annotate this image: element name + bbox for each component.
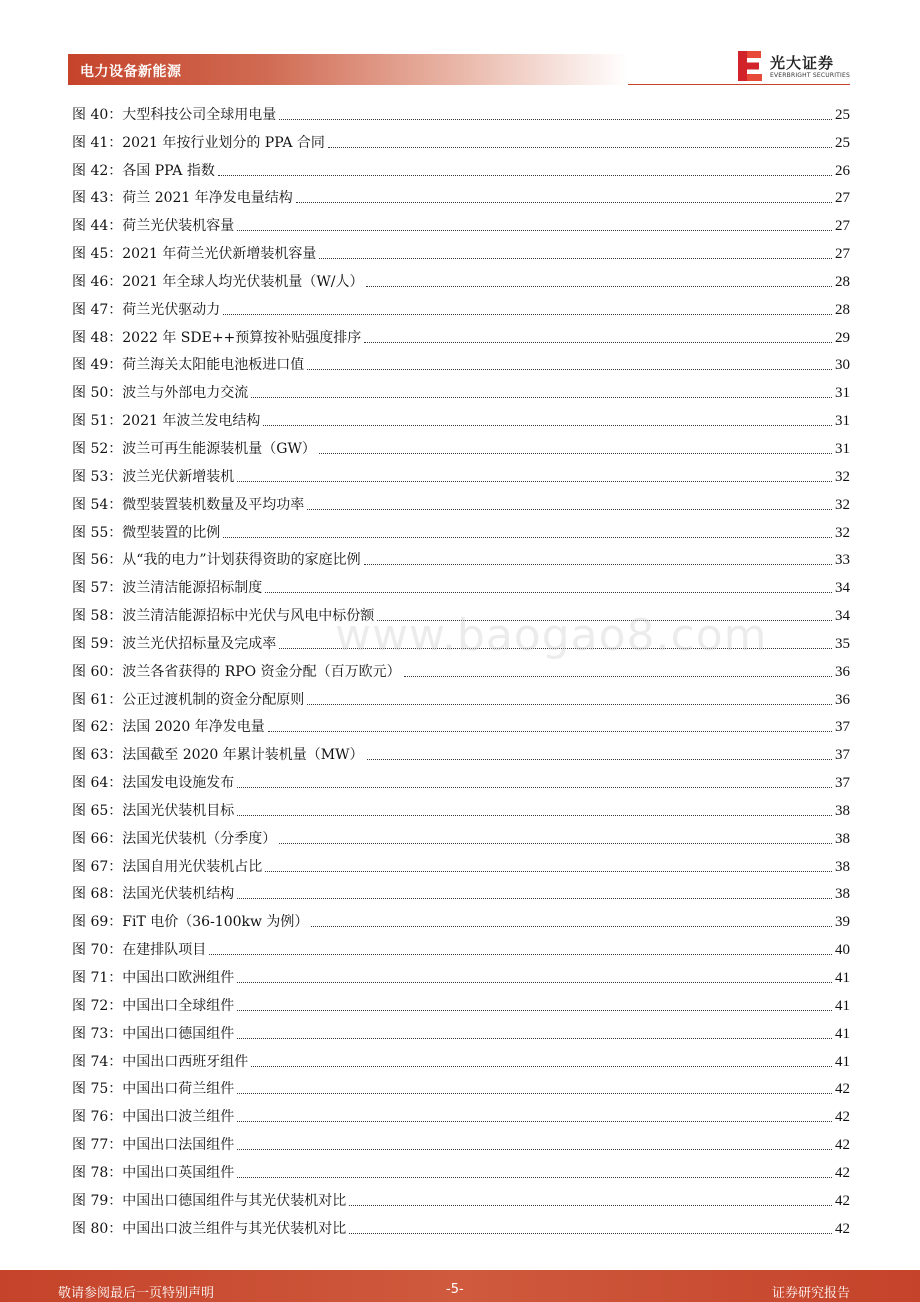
- figure-number: 图 47：: [72, 301, 123, 318]
- figure-number: 图 61：: [72, 691, 123, 708]
- figure-title: 波兰各省获得的 RPO 资金分配（百万欧元）: [122, 663, 401, 680]
- dot-leader: [307, 369, 832, 370]
- figure-page: 38: [835, 830, 850, 847]
- figure-page: 38: [835, 802, 850, 819]
- figure-page: 37: [835, 747, 850, 764]
- toc-entry[interactable]: [72, 96, 850, 124]
- logo-chinese-name: 光大证券: [770, 54, 835, 72]
- figure-number: 图 73：: [72, 1025, 123, 1042]
- figure-title: 2021 年荷兰光伏新增装机容量: [122, 246, 317, 263]
- figure-list: [72, 96, 850, 1238]
- dot-leader: [268, 731, 832, 732]
- toc-entry[interactable]: [72, 124, 850, 152]
- dot-leader: [364, 564, 832, 565]
- figure-page: 27: [835, 190, 850, 207]
- figure-page: 26: [835, 162, 850, 179]
- figure-title: 法国发电设施发布: [122, 775, 235, 792]
- figure-number: 图 76：: [72, 1109, 123, 1126]
- figure-number: 图 57：: [72, 580, 123, 597]
- figure-number: 图 64：: [72, 775, 123, 792]
- toc-entry[interactable]: [72, 876, 850, 904]
- toc-entry[interactable]: [72, 848, 850, 876]
- figure-title: 波兰可再生能源装机量（GW）: [122, 440, 316, 457]
- figure-page: 41: [835, 970, 850, 986]
- dot-leader: [237, 982, 832, 983]
- figure-number: 图 52：: [72, 440, 123, 457]
- toc-entry[interactable]: [72, 152, 850, 180]
- footer-bar: [0, 1270, 920, 1302]
- dot-leader: [279, 119, 832, 120]
- disclaimer-note: 敬请参阅最后一页特别声明: [58, 1286, 215, 1301]
- figure-page: 31: [835, 385, 850, 402]
- toc-entry[interactable]: [72, 430, 850, 458]
- figure-title: 荷兰海关太阳能电池板进口值: [122, 357, 305, 374]
- toc-entry[interactable]: [72, 514, 850, 542]
- dot-leader: [237, 1038, 832, 1039]
- figure-page: 28: [835, 301, 850, 318]
- dot-leader: [237, 1177, 832, 1178]
- figure-number: 图 71：: [72, 970, 123, 986]
- figure-title: 中国出口西班牙组件: [122, 1053, 249, 1070]
- figure-number: 图 75：: [72, 1081, 123, 1098]
- toc-entry[interactable]: [72, 263, 850, 291]
- figure-title: 荷兰光伏装机容量: [122, 218, 235, 235]
- dot-leader: [237, 815, 832, 816]
- dot-leader: [218, 175, 832, 176]
- figure-page: 41: [835, 997, 850, 1014]
- figure-page: 39: [835, 914, 850, 931]
- dot-leader: [251, 397, 832, 398]
- figure-title: 法国 2020 年净发电量: [122, 719, 265, 736]
- everbright-logo-icon: [736, 50, 764, 82]
- figure-number: 图 70：: [72, 942, 123, 959]
- figure-number: 图 67：: [72, 858, 123, 875]
- figure-page: 31: [835, 413, 850, 430]
- dot-leader: [237, 787, 832, 788]
- figure-number: 图 54：: [72, 496, 123, 513]
- toc-entry[interactable]: [72, 1210, 850, 1238]
- figure-page: 42: [835, 1081, 850, 1098]
- toc-entry[interactable]: [72, 1043, 850, 1071]
- toc-entry[interactable]: [72, 207, 850, 235]
- figure-page: 29: [835, 329, 850, 346]
- figure-number: 图 41：: [72, 134, 123, 151]
- figure-number: 图 65：: [72, 802, 123, 819]
- figure-number: 图 77：: [72, 1137, 123, 1154]
- figure-number: 图 56：: [72, 552, 123, 569]
- figure-title: 中国出口德国组件与其光伏装机对比: [122, 1192, 347, 1209]
- figure-number: 图 78：: [72, 1164, 123, 1181]
- logo-english-name: EVERBRIGHT SECURITIES: [770, 72, 850, 79]
- dot-leader: [237, 1121, 832, 1122]
- figure-number: 图 48：: [72, 329, 123, 346]
- figure-page: 38: [835, 886, 850, 903]
- figure-title: 法国光伏装机结构: [122, 886, 235, 903]
- figure-title: 中国出口全球组件: [122, 997, 235, 1014]
- figure-page: 42: [835, 1137, 850, 1154]
- figure-number: 图 68：: [72, 886, 123, 903]
- figure-title: 波兰清洁能源招标制度: [122, 580, 263, 597]
- figure-number: 图 79：: [72, 1192, 123, 1209]
- toc-entry[interactable]: [72, 180, 850, 208]
- figure-title: 荷兰光伏驱动力: [122, 301, 221, 318]
- dot-leader: [296, 202, 832, 203]
- figure-title: 从“我的电力”计划获得资助的家庭比例: [122, 552, 361, 569]
- figure-number: 图 69：: [72, 914, 123, 931]
- figure-page: 36: [835, 663, 850, 680]
- dot-leader: [251, 1066, 832, 1067]
- figure-title: 公正过渡机制的资金分配原则: [122, 691, 305, 708]
- figure-page: 42: [835, 1192, 850, 1209]
- figure-page: 34: [835, 580, 850, 597]
- toc-entry[interactable]: [72, 709, 850, 737]
- dot-leader: [265, 871, 832, 872]
- figure-page: 32: [835, 524, 850, 541]
- dot-leader: [237, 898, 832, 899]
- toc-entry[interactable]: [72, 402, 850, 430]
- figure-page: 27: [835, 246, 850, 263]
- page-number: -5-: [446, 1282, 464, 1297]
- dot-leader: [237, 1010, 832, 1011]
- toc-entry[interactable]: [72, 1126, 850, 1154]
- dot-leader: [237, 1149, 832, 1150]
- dot-leader: [223, 314, 832, 315]
- figure-number: 图 72：: [72, 997, 123, 1014]
- figure-title: 中国出口德国组件: [122, 1025, 235, 1042]
- figure-title: FiT 电价（36-100kw 为例）: [122, 914, 309, 931]
- figure-page: 34: [835, 608, 850, 625]
- figure-number: 图 55：: [72, 524, 123, 541]
- figure-number: 图 50：: [72, 385, 123, 402]
- figure-number: 图 43：: [72, 190, 123, 207]
- dot-leader: [307, 704, 832, 705]
- figure-number: 图 66：: [72, 830, 123, 847]
- toc-entry[interactable]: [72, 903, 850, 931]
- figure-number: 图 51：: [72, 413, 123, 430]
- figure-title: 2021 年按行业划分的 PPA 合同: [122, 134, 325, 151]
- report-type: 证券研究报告: [772, 1286, 851, 1301]
- toc-entry[interactable]: [72, 319, 850, 347]
- figure-page: 27: [835, 218, 850, 235]
- figure-number: 图 62：: [72, 719, 123, 736]
- dot-leader: [263, 425, 832, 426]
- toc-entry[interactable]: [72, 931, 850, 959]
- figure-title: 大型科技公司全球用电量: [122, 106, 277, 123]
- figure-number: 图 58：: [72, 608, 123, 625]
- figure-page: 42: [835, 1109, 850, 1126]
- figure-page: 32: [835, 496, 850, 513]
- figure-number: 图 53：: [72, 468, 123, 485]
- toc-entry[interactable]: [72, 347, 850, 375]
- figure-number: 图 44：: [72, 218, 123, 235]
- toc-entry[interactable]: [72, 542, 850, 570]
- dot-leader: [279, 843, 832, 844]
- figure-page: 35: [835, 635, 850, 652]
- figure-page: 28: [835, 273, 850, 290]
- figure-title: 波兰与外部电力交流: [122, 385, 249, 402]
- figure-title: 法国光伏装机（分季度）: [122, 830, 277, 847]
- dot-leader: [237, 230, 832, 231]
- figure-page: 31: [835, 440, 850, 457]
- figure-title: 法国光伏装机目标: [122, 802, 235, 819]
- header-divider: [628, 84, 850, 85]
- figure-page: 25: [835, 106, 850, 123]
- toc-entry[interactable]: [72, 458, 850, 486]
- figure-title: 各国 PPA 指数: [122, 162, 215, 179]
- figure-page: 33: [835, 552, 850, 569]
- dot-leader: [367, 759, 832, 760]
- figure-title: 法国自用光伏装机占比: [122, 858, 263, 875]
- toc-entry[interactable]: [72, 1015, 850, 1043]
- figure-page: 41: [835, 1053, 850, 1070]
- figure-number: 图 80：: [72, 1220, 123, 1237]
- figure-number: 图 59：: [72, 635, 123, 652]
- toc-entry[interactable]: [72, 764, 850, 792]
- toc-entry[interactable]: [72, 959, 850, 987]
- figure-title: 中国出口波兰组件与其光伏装机对比: [122, 1220, 347, 1237]
- figure-page: 37: [835, 719, 850, 736]
- figure-number: 图 42：: [72, 162, 123, 179]
- figure-title: 2021 年波兰发电结构: [122, 413, 261, 430]
- toc-entry[interactable]: [72, 1154, 850, 1182]
- figure-title: 波兰光伏新增装机: [122, 468, 235, 485]
- dot-leader: [319, 453, 832, 454]
- figure-title: 微型装置装机数量及平均功率: [122, 496, 305, 513]
- figure-page: 36: [835, 691, 850, 708]
- toc-entry[interactable]: [72, 1182, 850, 1210]
- dot-leader: [366, 286, 832, 287]
- company-logo: [736, 50, 856, 84]
- figure-number: 图 60：: [72, 663, 123, 680]
- toc-entry[interactable]: [72, 1098, 850, 1126]
- toc-entry[interactable]: [72, 681, 850, 709]
- toc-entry[interactable]: [72, 291, 850, 319]
- dot-leader: [319, 258, 832, 259]
- figure-title: 波兰光伏招标量及完成率: [122, 635, 277, 652]
- figure-number: 图 46：: [72, 273, 123, 290]
- toc-entry[interactable]: [72, 569, 850, 597]
- figure-title: 微型装置的比例: [122, 524, 221, 541]
- figure-title: 中国出口波兰组件: [122, 1109, 235, 1126]
- figure-page: 37: [835, 775, 850, 792]
- dot-leader: [349, 1205, 832, 1206]
- figure-title: 中国出口欧洲组件: [122, 970, 235, 986]
- figure-page: 25: [835, 134, 850, 151]
- toc-entry[interactable]: [72, 1071, 850, 1099]
- dot-leader: [223, 537, 832, 538]
- figure-title: 波兰清洁能源招标中光伏与风电中标份额: [122, 608, 375, 625]
- section-title: 电力设备新能源: [80, 64, 182, 80]
- dot-leader: [237, 481, 832, 482]
- toc-entry[interactable]: [72, 820, 850, 848]
- figure-title: 中国出口法国组件: [122, 1137, 235, 1154]
- figure-number: 图 45：: [72, 246, 123, 263]
- figure-number: 图 40：: [72, 106, 123, 123]
- dot-leader: [209, 954, 832, 955]
- dot-leader: [349, 1233, 832, 1234]
- figure-number: 图 74：: [72, 1053, 123, 1070]
- figure-page: 38: [835, 858, 850, 875]
- watermark: www.baogao8.com: [335, 610, 768, 661]
- figure-title: 2022 年 SDE++预算按补贴强度排序: [122, 329, 362, 346]
- toc-entry[interactable]: [72, 736, 850, 764]
- dot-leader: [404, 676, 832, 677]
- dot-leader: [265, 592, 832, 593]
- figure-title: 中国出口英国组件: [122, 1164, 235, 1181]
- dot-leader: [307, 509, 832, 510]
- figure-number: 图 49：: [72, 357, 123, 374]
- toc-entry[interactable]: [72, 374, 850, 402]
- figure-number: 图 63：: [72, 747, 123, 764]
- figure-page: 40: [835, 942, 850, 959]
- figure-page: 41: [835, 1025, 850, 1042]
- dot-leader: [364, 342, 832, 343]
- figure-title: 法国截至 2020 年累计装机量（MW）: [122, 747, 364, 764]
- dot-leader: [237, 1093, 832, 1094]
- figure-title: 中国出口荷兰组件: [122, 1081, 235, 1098]
- figure-page: 42: [835, 1220, 850, 1237]
- toc-entry[interactable]: [72, 486, 850, 514]
- header-banner: [68, 54, 628, 85]
- figure-title: 在建排队项目: [122, 942, 207, 959]
- dot-leader: [311, 926, 832, 927]
- figure-page: 30: [835, 357, 850, 374]
- toc-entry[interactable]: [72, 235, 850, 263]
- figure-title: 2021 年全球人均光伏装机量（W/人）: [122, 273, 364, 290]
- dot-leader: [328, 147, 832, 148]
- figure-page: 42: [835, 1164, 850, 1181]
- figure-title: 荷兰 2021 年净发电量结构: [122, 190, 293, 207]
- figure-page: 32: [835, 468, 850, 485]
- toc-entry[interactable]: [72, 987, 850, 1015]
- toc-entry[interactable]: [72, 792, 850, 820]
